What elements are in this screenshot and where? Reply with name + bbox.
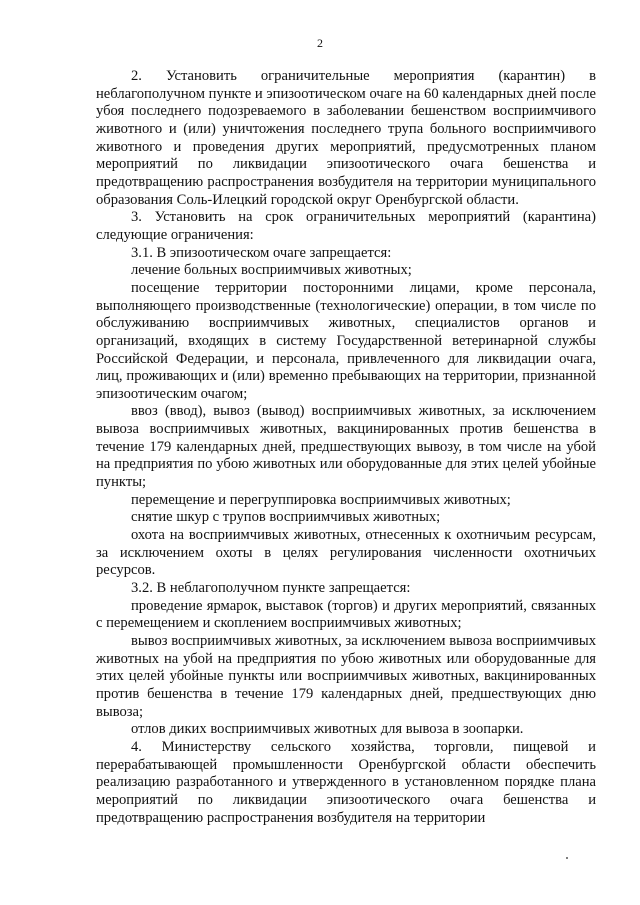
paragraph-hunting-ban: охота на восприимчивых животных, отнесенных к охотничьим ресурсам, за исключением охоты в целях регулирования численности охотничьих ресурсов. — [96, 527, 596, 579]
paragraph-treatment-ban: лечение больных восприимчивых животных; — [131, 262, 412, 279]
paragraph-fairs-ban: проведение ярмарок, выставок (торгов) и других мероприятий, связанных с перемещением и скоплением восприимчивых животных; — [96, 597, 596, 632]
paragraph-removal-ban: вывоз восприимчивых животных, за исключением вывоза восприимчивых животных на убой на предприятия по убою животных или оборудованные для этих целей убойные пункты или восприимчивых животных, вакцинированных против бешенства в течение 179 календарных дней, предшествующих дню вывоза; — [96, 633, 596, 720]
paragraph-restrictions-intro: 3. Установить на срок ограничительных мероприятий (карантина) следующие ограничения: — [96, 209, 596, 243]
paragraph-ministry-duty: 4. Министерству сельского хозяйства, торговли, пищевой и перерабатывающей промышленности Оренбургской области обеспечить реализацию разработанного и утвержденного в установленном порядке плана мероприятий по ликвидации эпизоотического очага бешенства и предотвращению распространения возбудителя на территории — [96, 738, 596, 826]
paragraph-regrouping-ban: перемещение и перегруппировка восприимчивых животных; — [131, 491, 511, 508]
scan-artifact-dot — [566, 857, 568, 859]
paragraph-visit-ban: посещение территории посторонними лицами, кроме персонала, выполняющего производственные (технологические) операции, в том числе по обслуживанию восприимчивых животных, специалистов органов и организаций, входящих в систему Государственной ветеринарной службы Российской Федерации, и персонала, привлеченного для ликвидации очага, лиц, проживающих и (или) временно пребывающих на территории, признанной эпизоотическим очагом; — [96, 279, 596, 402]
paragraph-import-export-ban: ввоз (ввод), вывоз (вывод) восприимчивых животных, за исключением вывоза восприимчивых животных, вакцинированных против бешенства в течение 179 календарных дней, предшествующих вывозу, в том числе на убой на предприятия по убою животных или оборудованные для этих целей убойные пункты; — [96, 403, 596, 491]
paragraph-quarantine-establishment: 2. Установить ограничительные мероприятия (карантин) в неблагополучном пункте и эпизоотическом очаге на 60 календарных дней после убоя последнего подозреваемого в заболевании бешенством восприимчивого животного и (или) уничтожения последнего трупа больного восприимчивого животного и проведения других мероприятий, предусмотренных планом мероприятий по ликвидации эпизоотического очага бешенства и предотвращению распространения возбудителя на территории муниципального образования Соль-Илецкий городской округ Оренбургской области. — [96, 68, 596, 208]
page-number: 2 — [317, 36, 323, 50]
paragraph-focus-heading: 3.1. В эпизоотическом очаге запрещается: — [131, 244, 392, 261]
paragraph-unfavorable-point-heading: 3.2. В неблагополучном пункте запрещается: — [131, 580, 411, 597]
document-body — [96, 68, 596, 827]
paragraph-skinning-ban: снятие шкур с трупов восприимчивых животных; — [131, 509, 441, 526]
paragraph-capture-ban: отлов диких восприимчивых животных для вывоза в зоопарки. — [131, 721, 524, 738]
